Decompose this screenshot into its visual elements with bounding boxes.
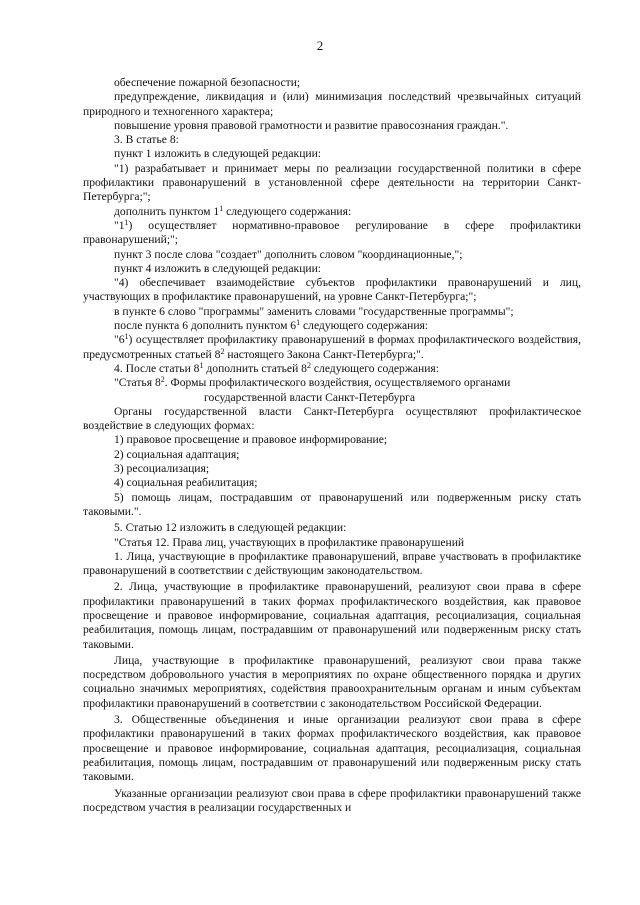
document-body xyxy=(83,76,581,815)
paragraph: пункт 3 после слова "создает" дополнить словом "координационные,"; xyxy=(114,247,463,261)
superscript: 1 xyxy=(199,360,204,370)
paragraph: Указанные организации реализуют свои права в сфере профилактики правонарушений также посредством участия в реализации государственных и xyxy=(83,786,581,814)
text-run: настоящего Закона Санкт-Петербурга;". xyxy=(224,347,424,361)
text-run: ) осуществляет нормативно-правовое регулирование в сфере профилактики правонарушений;"; xyxy=(83,218,581,247)
text-run: ) осуществляет профилактику правонарушений в формах профилактического воздействия, предусмотренных статьей 8 xyxy=(83,333,581,361)
list-item: 5) помощь лицам, пострадавшим от правонарушений или подверженным риску стать таковыми.". xyxy=(83,490,581,518)
paragraph: Лица, участвующие в профилактике правонарушений, реализуют свои права также посредством добровольного участия в мероприятиях по охране общественного порядка и других социально значимых мероприятиях, содействия правоохранительным органам и иным субъектам профилактики правонарушений в соответствии с законодательством Российской Федерации. xyxy=(83,653,581,710)
paragraph: 5. Статью 12 изложить в следующей редакции: xyxy=(114,521,347,535)
paragraph xyxy=(83,333,581,362)
superscript: 1 xyxy=(296,318,301,328)
paragraph: "4) обеспечивает взаимодействие субъектов профилактики правонарушений и лиц, участвующих в профилактике правонарушений, на уровне Санкт-Петербурга;"; xyxy=(83,276,581,304)
superscript: 2 xyxy=(160,375,165,385)
paragraph: 3. В статье 8: xyxy=(114,133,179,147)
text-run: "Статья 8 xyxy=(114,376,161,390)
paragraph: повышение уровня правовой грамотности и развитие правосознания граждан.". xyxy=(114,118,509,132)
superscript: 1 xyxy=(124,332,129,342)
text-run: "1 xyxy=(114,218,125,232)
article-title xyxy=(83,376,581,390)
text-run: "6 xyxy=(114,333,125,347)
list-item: 4) социальная реабилитация; xyxy=(114,476,258,490)
text-run: следующего содержания: xyxy=(300,319,429,333)
list-item: 1) правовое просвещение и правовое информирование; xyxy=(114,433,388,447)
text-run: после пункта 6 дополнить пунктом 6 xyxy=(114,319,297,333)
text-run: следующего содержания: xyxy=(223,204,352,218)
paragraph: обеспечение пожарной безопасности; xyxy=(114,76,301,89)
paragraph: Органы государственной власти Санкт-Петербурга осуществляют профилактическое воздействие в следующих формах: xyxy=(83,404,581,433)
paragraph xyxy=(83,362,581,376)
text-run: 4. После статьи 8 xyxy=(114,361,200,375)
superscript: 1 xyxy=(124,217,129,227)
paragraph: пункт 1 изложить в следующей редакции: xyxy=(114,147,322,161)
paragraph: 3. Общественные объединения и иные организации реализуют свои права в сфере профилактики правонарушений в таких формах профилактического воздействия, как правовое просвещение и правовое информирование, социальная адаптация, ресоциализация, социальная реабилитация, помощь лицам, пострадавшим от правонарушений или подверженным риску стать таковыми. xyxy=(83,713,581,784)
text-run: дополнить статьей 8 xyxy=(203,361,307,375)
paragraph: в пункте 6 слово "программы" заменить словами "государственные программы"; xyxy=(114,304,514,318)
superscript: 2 xyxy=(306,360,311,370)
text-run: следующего содержания: xyxy=(310,361,439,375)
paragraph: предупреждение, ликвидация и (или) минимизация последствий чрезвычайных ситуаций природного и техногенного характера; xyxy=(83,90,581,118)
paragraph xyxy=(83,219,581,248)
text-run: дополнить пунктом 1 xyxy=(114,204,220,218)
page-number: 2 xyxy=(316,38,324,53)
paragraph xyxy=(83,205,581,219)
paragraph: пункт 4 изложить в следующей редакции: xyxy=(114,261,322,275)
list-item: 3) ресоциализация; xyxy=(114,462,210,476)
paragraph: 2. Лица, участвующие в профилактике правонарушений, реализуют свои права в сфере профилактики правонарушений в таких формах профилактического воздействия, как правовое просвещение и правовое информирование, социальная адаптация, ресоциализация, социальная реабилитация, помощь лицам, пострадавшим от правонарушений или подверженным риску стать таковыми. xyxy=(83,580,581,651)
article-title: "Статья 12. Права лиц, участвующих в профилактике правонарушений xyxy=(114,535,465,549)
superscript: 2 xyxy=(220,346,225,356)
article-title-continuation: государственной власти Санкт-Петербурга xyxy=(204,390,416,404)
list-item: 2) социальная адаптация; xyxy=(114,447,240,461)
paragraph: "1) разрабатывает и принимает меры по реализации государственной политики в сфере профилактики правонарушений в установленной сфере деятельности на территории Санкт-Петербурга;"; xyxy=(83,161,581,204)
paragraph: 1. Лица, участвующие в профилактике правонарушений, вправе участвовать в профилактике правонарушений в соответствии с действующим законодательством. xyxy=(83,549,581,578)
text-run: . Формы профилактического воздействия, осуществляемого органами xyxy=(164,376,511,390)
superscript: 1 xyxy=(219,203,224,213)
paragraph xyxy=(83,319,581,333)
